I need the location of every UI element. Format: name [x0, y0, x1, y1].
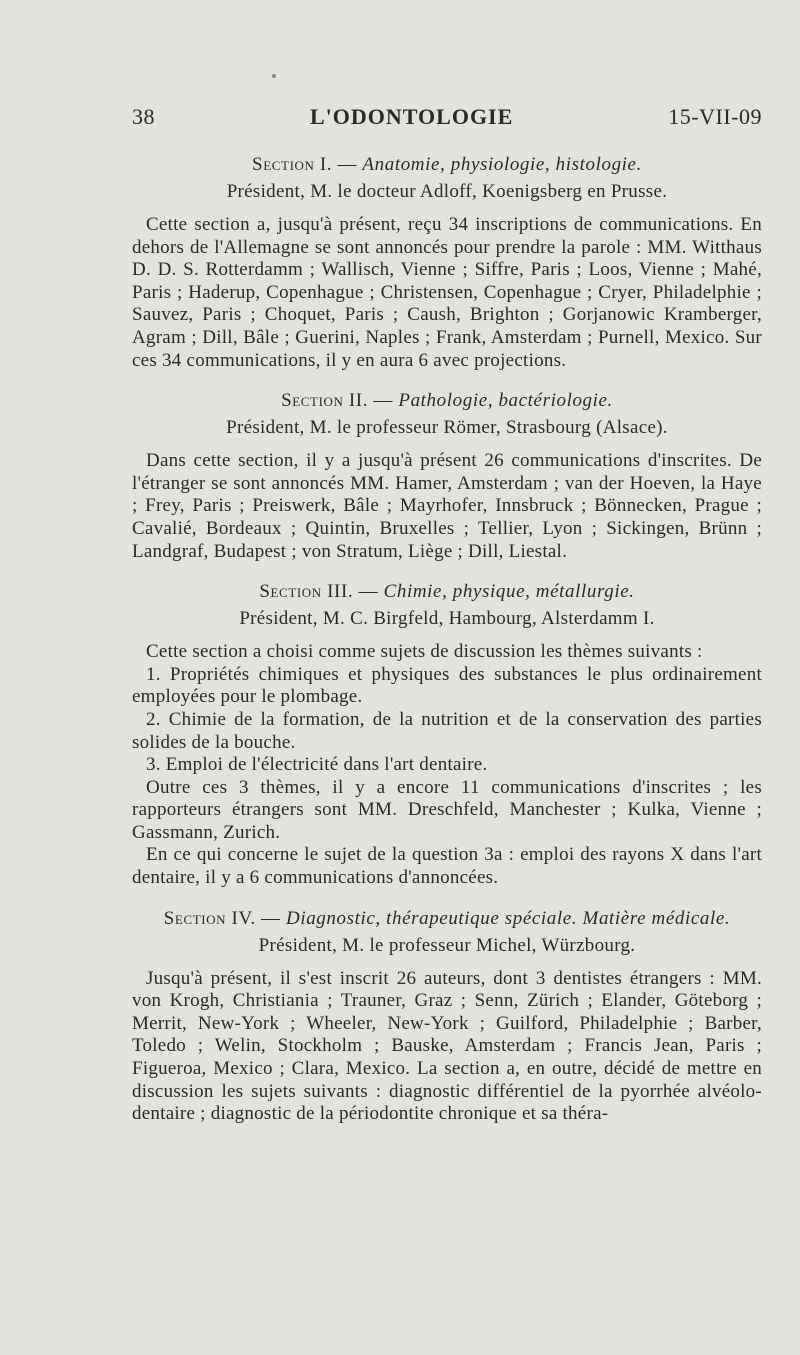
list-item: 2. Chimie de la formation, de la nutrition et de la conservation des parties solides de la bouche. [132, 708, 762, 753]
section-heading [132, 579, 762, 604]
section-2 [132, 388, 762, 563]
paragraph: Jusqu'à présent, il s'est inscrit 26 auteurs, dont 3 dentistes étrangers : MM. von Krogh, Christiania ; Trauner, Graz ; Senn, Zürich ; Elander, Göteborg ; Merrit, New-York ; Wheeler, New-York ; Guilford, Philadelphie ; Barber, Toledo ; Welin, Stockholm ; Bauske, Amsterdam ; Francis Jean, Paris ; Figueroa, Mexico ; Clara, Mexico. La section a, en outre, décidé de mettre en discussion les sujets suivants : diagnostic différentiel de la pyorrhée alvéolo-dentaire ; diagnostic de la périodontite chronique et sa théra- [132, 967, 762, 1125]
section-subject: Chimie, physique, métallurgie. [383, 581, 635, 603]
page [132, 104, 762, 1142]
section-label: Section III. [259, 581, 354, 603]
page-number: 38 [132, 104, 155, 129]
list-item: 1. Propriétés chimiques et physiques des substances le plus ordinairement employées pour le plombage. [132, 663, 762, 708]
section-label: Section IV. [163, 907, 256, 929]
section-president: Président, M. le professeur Michel, Würzbourg. [258, 934, 636, 956]
section-heading [132, 152, 762, 177]
paragraph: Dans cette section, il y a jusqu'à présent 26 communications d'inscrites. De l'étranger se sont annoncés MM. Hamer, Amsterdam ; van der Hoeven, la Haye ; Frey, Paris ; Preiswerk, Bâle ; Mayrhofer, Innsbruck ; Bönnecken, Prague ; Cavalié, Bordeaux ; Quintin, Bruxelles ; Tellier, Lyon ; Sickingen, Brünn ; Landgraf, Budapest ; von Stratum, Liège ; Dill, Liestal. [132, 450, 762, 562]
section-dash: — [255, 907, 286, 929]
section-heading [132, 388, 762, 413]
section-president: Président, M. le professeur Römer, Strasbourg (Alsace). [226, 417, 668, 439]
section-label: Section I. [252, 154, 333, 175]
section-dash: — [332, 154, 363, 175]
list-item: 3. Emploi de l'électricité dans l'art dentaire. [146, 754, 488, 776]
section-4 [132, 906, 762, 1126]
section-president: Président, M. C. Birgfeld, Hambourg, Alsterdamm I. [239, 608, 655, 630]
paragraph: Cette section a choisi comme sujets de discussion les thèmes suivants : [146, 641, 703, 663]
section-subject: Diagnostic, thérapeutique spéciale. Matière médicale. [286, 907, 731, 929]
journal-title: L'ODONTOLOGIE [309, 104, 514, 129]
section-subject: Pathologie, bactériologie. [398, 390, 613, 412]
section-subject: Anatomie, physiologie, histologie. [362, 154, 642, 175]
section-1 [132, 152, 762, 372]
section-president: Président, M. le docteur Adloff, Koenigsberg en Prusse. [226, 181, 668, 202]
paragraph: Cette section a, jusqu'à présent, reçu 34 inscriptions de communications. En dehors de l'Allemagne se sont annoncés pour prendre la parole : MM. Witthaus D. D. S. Rotterdamm ; Wallisch, Vienne ; Siffre, Paris ; Loos, Vienne ; Mahé, Paris ; Haderup, Copenhague ; Christensen, Copenhague ; Cryer, Philadelphie ; Sauvez, Paris ; Choquet, Paris ; Caush, Brighton ; Gorjanowic Kramberger, Agram ; Dill, Bâle ; Guerini, Naples ; Frank, Amsterdam ; Purnell, Mexico. Sur ces 34 communications, il y en aura 6 avec projections. [132, 214, 762, 371]
section-label: Section II. [281, 390, 369, 412]
section-dash: — [368, 390, 399, 412]
running-header [132, 104, 762, 130]
paragraph: Outre ces 3 thèmes, il y a encore 11 communications d'inscrites ; les rapporteurs étrangers sont MM. Dreschfeld, Manchester ; Kulka, Vienne ; Gassmann, Zurich. [132, 776, 762, 843]
section-dash: — [353, 581, 384, 603]
section-3 [132, 579, 762, 890]
speck [272, 74, 276, 78]
paragraph: En ce qui concerne le sujet de la question 3a : emploi des rayons X dans l'art dentaire, il y a 6 communications d'annoncées. [132, 844, 762, 889]
section-heading [132, 906, 762, 931]
issue-date: 15-VII-09 [668, 104, 762, 129]
